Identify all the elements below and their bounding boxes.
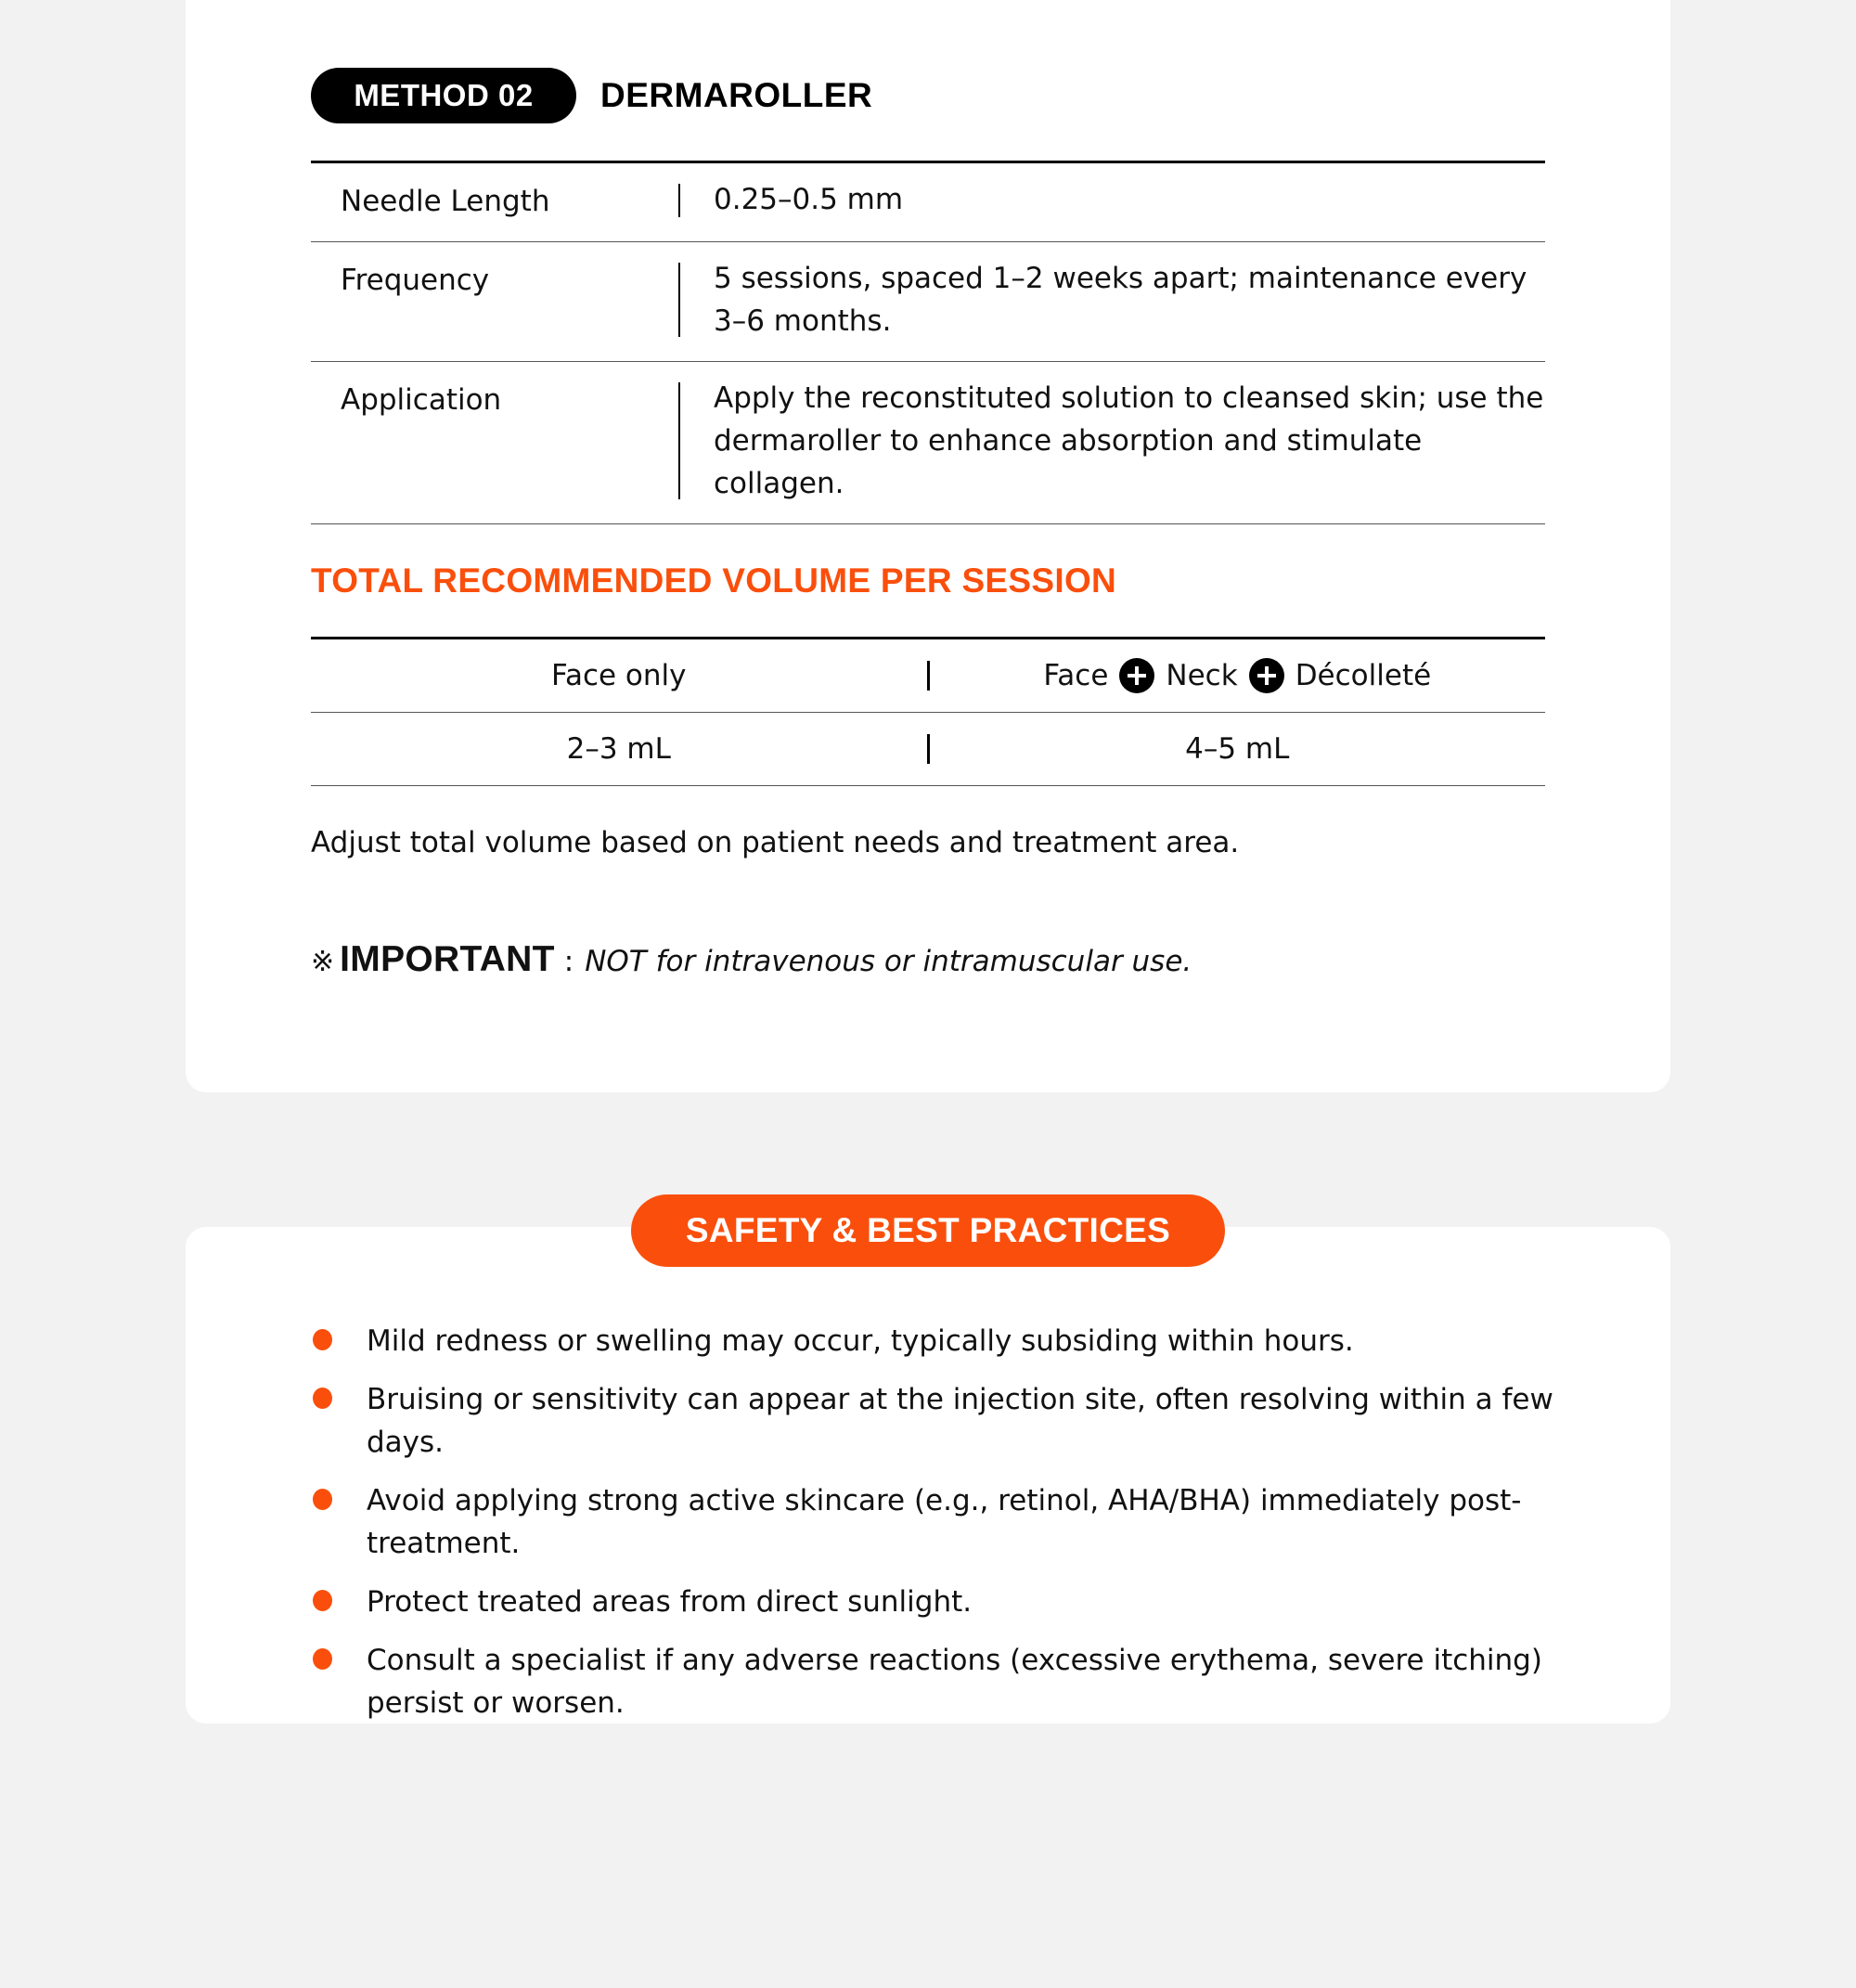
volume-value-face-only: 2–3 mL bbox=[566, 732, 671, 766]
safety-card bbox=[186, 1227, 1670, 1723]
spec-row-application bbox=[311, 362, 1545, 524]
spec-label: Application bbox=[341, 383, 502, 417]
bullet-dot-icon bbox=[313, 1590, 332, 1611]
bullet-dot-icon bbox=[313, 1489, 332, 1510]
spec-value bbox=[678, 184, 1545, 217]
list-item-text: Mild redness or swelling may occur, typically subsiding within hours. bbox=[367, 1324, 1354, 1358]
area-decollete: Décolleté bbox=[1295, 659, 1432, 692]
spec-value bbox=[678, 382, 1545, 499]
method-badge: METHOD 02 bbox=[311, 68, 576, 123]
reference-mark-icon: ※ bbox=[311, 946, 335, 978]
spec-label: Frequency bbox=[341, 264, 490, 297]
spec-row-frequency bbox=[311, 242, 1545, 362]
plus-circle-icon bbox=[1119, 658, 1154, 693]
spec-value-text: 5 sessions, spaced 1–2 weeks apart; maintenance every 3–6 months. bbox=[714, 262, 1527, 338]
safety-list bbox=[311, 1320, 1554, 1740]
area-face: Face bbox=[1043, 659, 1109, 692]
important-colon: : bbox=[563, 945, 574, 978]
list-item-text: Bruising or sensitivity can appear at the injection site, often resolving within a few days. bbox=[367, 1383, 1553, 1459]
volume-header-face-neck-decollete bbox=[930, 658, 1546, 693]
safety-section-title: SAFETY & BEST PRACTICES bbox=[631, 1194, 1225, 1267]
volume-value-face-neck-decollete: 4–5 mL bbox=[1185, 732, 1290, 766]
list-item bbox=[311, 1378, 1554, 1464]
volume-header-row bbox=[311, 639, 1545, 713]
important-text: NOT for intravenous or intramuscular use. bbox=[585, 945, 1192, 978]
list-item bbox=[311, 1320, 1554, 1362]
plus-circle-icon bbox=[1249, 658, 1284, 693]
method-title: DERMAROLLER bbox=[600, 76, 873, 114]
volume-header-face-only: Face only bbox=[550, 659, 687, 692]
area-neck: Neck bbox=[1166, 659, 1238, 692]
bullet-dot-icon bbox=[313, 1388, 332, 1409]
list-item bbox=[311, 1639, 1554, 1724]
important-warning bbox=[311, 939, 1192, 980]
list-item-text: Protect treated areas from direct sunlight. bbox=[367, 1585, 973, 1619]
bullet-dot-icon bbox=[313, 1648, 332, 1670]
bullet-dot-icon bbox=[313, 1329, 332, 1350]
spec-row-needle-length bbox=[311, 163, 1545, 242]
volume-note: Adjust total volume based on patient needs and treatment area. bbox=[311, 826, 1240, 859]
important-label: IMPORTANT bbox=[340, 939, 555, 979]
spec-table bbox=[311, 161, 1545, 524]
method-header bbox=[311, 68, 872, 123]
list-item bbox=[311, 1479, 1554, 1565]
list-item-text: Consult a specialist if any adverse reactions (excessive erythema, severe itching) persist or worsen. bbox=[367, 1644, 1542, 1720]
spec-value bbox=[678, 263, 1545, 337]
list-item bbox=[311, 1581, 1554, 1623]
spec-value-text: 0.25–0.5 mm bbox=[714, 183, 904, 216]
volume-value-row bbox=[311, 713, 1545, 786]
volume-section-title: TOTAL RECOMMENDED VOLUME PER SESSION bbox=[311, 562, 1117, 600]
spec-label: Needle Length bbox=[341, 185, 550, 218]
method-card bbox=[186, 0, 1670, 1092]
volume-table bbox=[311, 637, 1545, 786]
spec-value-text: Apply the reconstituted solution to cleansed skin; use the dermaroller to enhance absorption and stimulate collagen. bbox=[714, 381, 1544, 500]
list-item-text: Avoid applying strong active skincare (e.g., retinol, AHA/BHA) immediately post-treatment. bbox=[367, 1484, 1522, 1560]
